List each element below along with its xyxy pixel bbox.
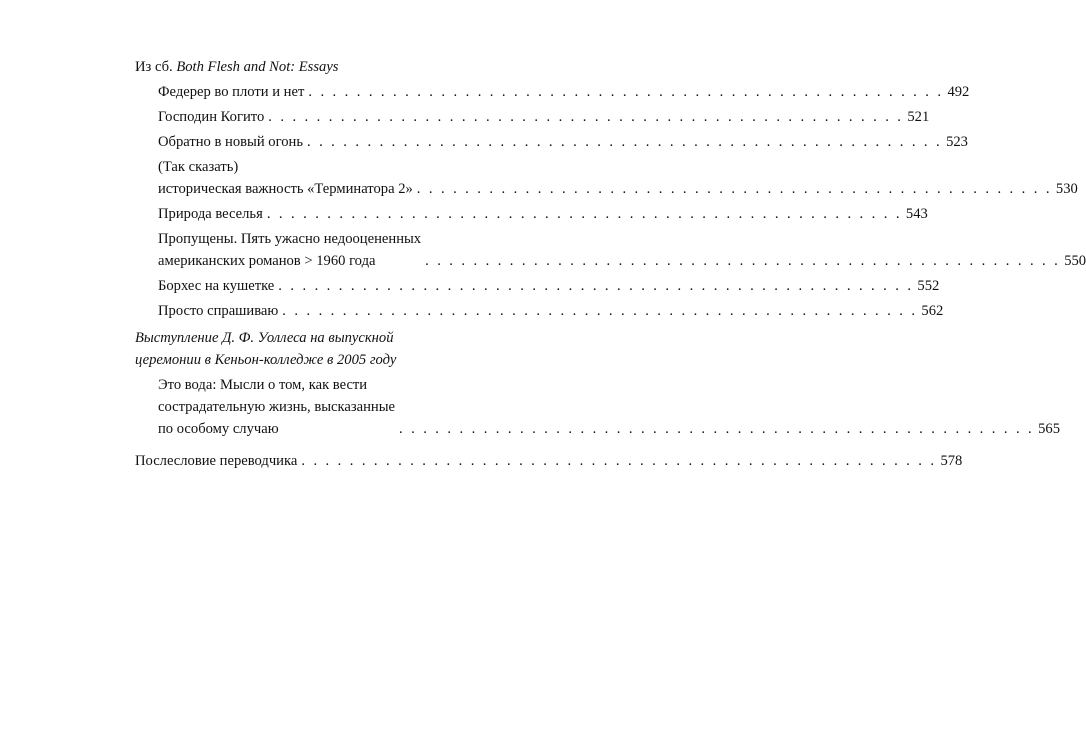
- section-title-line-2: церемонии в Кеньон-колледже в 2005 году: [135, 352, 397, 368]
- page-number: 565: [1038, 421, 1060, 437]
- dot-leader: . . . . . . . . . . . . . . . . . . . . . . . . . . . . . . . . . . . . . . . . . . . . . . . . . . . . .: [278, 278, 914, 294]
- entry-title-line-3: по особому случаю: [158, 421, 279, 437]
- entry-title: Борхес на кушетке: [158, 278, 275, 294]
- page-number: 550: [1064, 253, 1086, 269]
- section-title-book: Both Flesh and Not: Essays: [176, 59, 339, 75]
- entry-title-line-1: (Так сказать): [158, 159, 239, 175]
- section-title-prefix: Из сб.: [135, 59, 177, 75]
- section-title-kenyon-speech: [135, 327, 507, 371]
- entry-title-line-2: историческая важность «Терминатора 2»: [158, 181, 413, 197]
- toc-entry-this-is-water[interactable]: [158, 374, 1060, 440]
- toc-entry-afterword[interactable]: [135, 450, 963, 472]
- section-title-line-1: Выступление Д. Ф. Уоллеса на выпускной: [135, 330, 394, 346]
- page-number: 492: [947, 84, 970, 100]
- entry-title: Просто спрашиваю: [158, 303, 279, 319]
- entry-title-line-1: Это вода: Мысли о том, как вести: [158, 377, 368, 393]
- dot-leader: . . . . . . . . . . . . . . . . . . . . . . . . . . . . . . . . . . . . . . . . . . . . . . . . . . . . .: [399, 421, 1035, 437]
- toc-entry-federer[interactable]: [158, 81, 970, 103]
- page-number: 562: [921, 303, 944, 319]
- dot-leader: . . . . . . . . . . . . . . . . . . . . . . . . . . . . . . . . . . . . . . . . . . . . . . . . . . . . .: [306, 134, 943, 150]
- entry-title: Послесловие переводчика: [135, 453, 298, 469]
- page-number: 521: [907, 109, 930, 125]
- entry-title-line-2: сострадательную жизнь, высказанные: [158, 399, 396, 415]
- page-number: 543: [905, 206, 928, 222]
- entry-title: Природа веселья: [158, 206, 263, 222]
- section-title-both-flesh-and-not: [135, 56, 507, 78]
- dot-leader: . . . . . . . . . . . . . . . . . . . . . . . . . . . . . . . . . . . . . . . . . . . . . . . . . . . . .: [425, 253, 1061, 269]
- toc-entry-just-asking[interactable]: [158, 300, 944, 322]
- table-of-contents: [135, 56, 1086, 472]
- toc-entry-underappreciated[interactable]: [158, 228, 1086, 272]
- entry-title: Федерер во плоти и нет: [158, 84, 305, 100]
- entry-title-line-2: американских романов > 1960 года: [158, 253, 376, 269]
- dot-leader: . . . . . . . . . . . . . . . . . . . . . . . . . . . . . . . . . . . . . . . . . . . . . . . . . . . . .: [301, 453, 937, 469]
- toc-entry-terminator[interactable]: [158, 156, 1078, 200]
- entry-title: Господин Когито: [158, 109, 265, 125]
- dot-leader: . . . . . . . . . . . . . . . . . . . . . . . . . . . . . . . . . . . . . . . . . . . . . . . . . . . . .: [308, 84, 944, 100]
- page-number: 578: [940, 453, 963, 469]
- dot-leader: . . . . . . . . . . . . . . . . . . . . . . . . . . . . . . . . . . . . . . . . . . . . . . . . . . . . .: [282, 303, 918, 319]
- toc-entry-new-fire[interactable]: [158, 131, 968, 153]
- toc-entry-kogito[interactable]: [158, 106, 930, 128]
- toc-entry-fun[interactable]: [158, 203, 928, 225]
- entry-title: Обратно в новый огонь: [158, 134, 303, 150]
- page-number: 552: [917, 278, 940, 294]
- dot-leader: . . . . . . . . . . . . . . . . . . . . . . . . . . . . . . . . . . . . . . . . . . . . . . . . . . . . .: [416, 181, 1052, 197]
- dot-leader: . . . . . . . . . . . . . . . . . . . . . . . . . . . . . . . . . . . . . . . . . . . . . . . . . . . . .: [268, 109, 904, 125]
- dot-leader: . . . . . . . . . . . . . . . . . . . . . . . . . . . . . . . . . . . . . . . . . . . . . . . . . . . . .: [266, 206, 902, 222]
- page-number: 530: [1055, 181, 1078, 197]
- entry-title-line-1: Пропущены. Пять ужасно недооцененных: [158, 231, 422, 247]
- toc-entry-borges[interactable]: [158, 275, 940, 297]
- page-number: 523: [946, 134, 968, 150]
